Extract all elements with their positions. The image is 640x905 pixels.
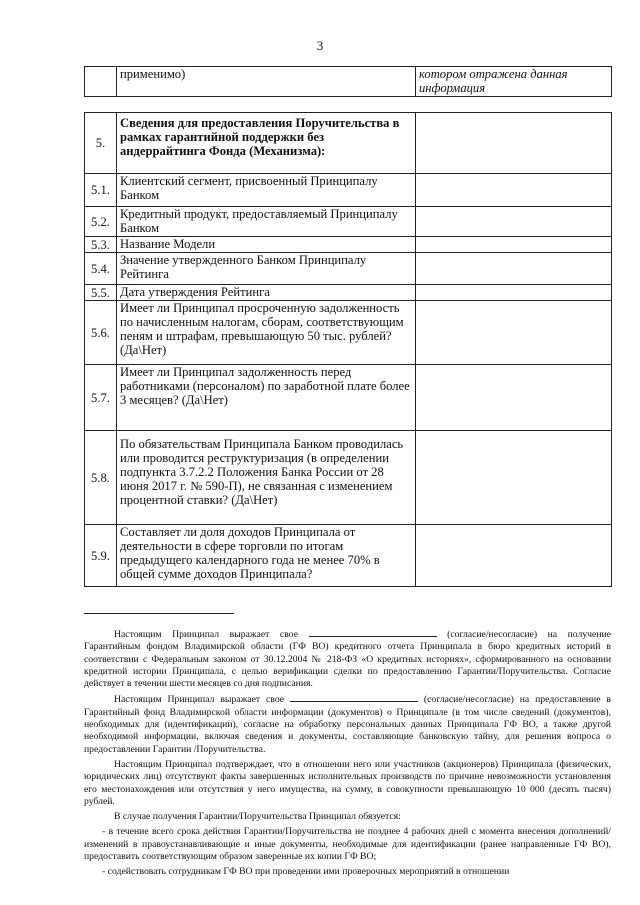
- row-number: 5.8.: [85, 431, 117, 525]
- paragraph-rest: (согласие/несогласие) на получение Гарантийным фондом Владимирской области (ГФ ВО) кредитного отчета Принципала в бюро кредитных историй в соответствии с Федеральным законом от 30.12.2004 № 218-ФЗ «О кредитных историях», сформированного на основании кредитной истории Принципала, с целью верификации сделки по предоставлению Гарантии/Поручительства. Согласие действует в течении шести месяцев со дня подписания.: [84, 629, 612, 690]
- row-value-cell: [416, 301, 612, 365]
- paragraph-rest: (согласие/несогласие) на предоставление в Гарантийный фонд Владимирской области информации (документов) о Принципале (в том числе сведений (документов), необходимых для (идентификации), согласие на обработку персональных данных Принципала ГФ ВО, а также другой необходимой информации, включая сведения и документы, составляющие банковскую тайну, для решения вопроса о предоставлении Гарантии /Поручительства.: [84, 694, 612, 755]
- table-row: [85, 365, 612, 431]
- table-row: [85, 285, 612, 301]
- row-value-cell: [416, 253, 612, 285]
- table-section-5: [84, 112, 612, 587]
- table-row: [85, 174, 612, 207]
- table-row: [85, 525, 612, 587]
- row-value-cell: [416, 365, 612, 431]
- row-number: 5.4.: [85, 253, 117, 285]
- table-row: [85, 67, 612, 97]
- table-row: [85, 207, 612, 237]
- row-label: Имеет ли Принципал просроченную задолженность по начисленным налогам, сборам, соответствующим пеням и штрафам, превышающую 50 тыс. рублей? (Да\Нет): [117, 301, 416, 365]
- row-number: 5.7.: [85, 365, 117, 431]
- paragraph-start: Настоящим Принципал выражает свое: [114, 694, 285, 706]
- row-label: По обязательствам Принципала Банком проводилась или проводится реструктуризация (в определении подпункта 3.7.2.2 Положения Банка России от 28 июня 2017 г. № 590-П), не связанная с изменением процентной ставки? (Да\Нет): [117, 431, 416, 525]
- row-number: 5.2.: [85, 207, 117, 237]
- paragraph: В случае получения Гарантии/Поручительства Принципал обязуется:: [114, 811, 401, 823]
- section-value-cell: [416, 113, 612, 174]
- section-title: Сведения для предоставления Поручительства в рамках гарантийной поддержки без андеррайтинга Фонда (Механизма):: [117, 113, 416, 174]
- row-label: Название Модели: [117, 237, 416, 253]
- row-number: 5.3.: [85, 237, 117, 253]
- paragraph: Настоящим Принципал подтверждает, что в отношении него или участников (акционеров) Принципала (физических, юридических лиц) отсутствуют факты завершенных исполнительных производств по причине невозможности установления его местонахождения или отсутствия у него имущества, на сумму, в совокупности превышающую 10 000 (десять тысяч) рублей.: [84, 758, 611, 807]
- row-value-cell: котором отражена данная информация: [416, 67, 612, 97]
- table-row: [85, 431, 612, 525]
- paragraph: - в течение всего срока действия Гарантии/Поручительства не позднее 4 рабочих дней с момента внесения дополнений/изменений в правоустанавливающие и иные документы, необходимые для идентификации (ранее направленные ГФ ВО), предоставить соответствующим образом заверенные их копии ГФ ВО;: [84, 826, 611, 863]
- section-header-row: [85, 113, 612, 174]
- row-value-cell: [416, 237, 612, 253]
- paragraph: - содействовать сотрудникам ГФ ВО при проведении ими проверочных мероприятий в отношении: [102, 866, 510, 878]
- blank-field: [309, 628, 437, 637]
- paragraph: [84, 693, 611, 755]
- row-value-cell: [416, 431, 612, 525]
- row-value-cell: [416, 285, 612, 301]
- row-label: Клиентский сегмент, присвоенный Принципалу Банком: [117, 174, 416, 207]
- table-top-fragment: [84, 66, 612, 97]
- row-label: Составляет ли доля доходов Принципала от деятельности в сфере торговли по итогам предыдущего календарного года не менее 70% в общей сумме доходов Принципала?: [117, 525, 416, 587]
- row-label: Кредитный продукт, предоставляемый Принципалу Банком: [117, 207, 416, 237]
- table-row: [85, 237, 612, 253]
- row-value-cell: [416, 174, 612, 207]
- row-label: Значение утвержденного Банком Принципалу Рейтинга: [117, 253, 416, 285]
- row-number: 5.1.: [85, 174, 117, 207]
- blank-field: [290, 693, 418, 702]
- table-row: [85, 301, 612, 365]
- row-value-cell: [416, 525, 612, 587]
- row-number: 5.6.: [85, 301, 117, 365]
- footnote-separator: [84, 613, 234, 614]
- row-number: 5.5.: [85, 285, 117, 301]
- row-label: Имеет ли Принципал задолженность перед работниками (персоналом) по заработной плате более 3 месяцев? (Да\Нет): [117, 365, 416, 431]
- paragraph-start: Настоящим Принципал выражает свое: [114, 629, 298, 640]
- row-number-cell: [85, 67, 117, 97]
- row-value-cell: [416, 207, 612, 237]
- section-number: 5.: [85, 113, 117, 174]
- table-row: [85, 253, 612, 285]
- consent-text: [84, 628, 611, 882]
- page-number: 3: [316, 38, 324, 53]
- row-text-cell: применимо): [117, 67, 416, 97]
- paragraph: [84, 628, 611, 690]
- row-number: 5.9.: [85, 525, 117, 587]
- row-label: Дата утверждения Рейтинга: [117, 285, 416, 301]
